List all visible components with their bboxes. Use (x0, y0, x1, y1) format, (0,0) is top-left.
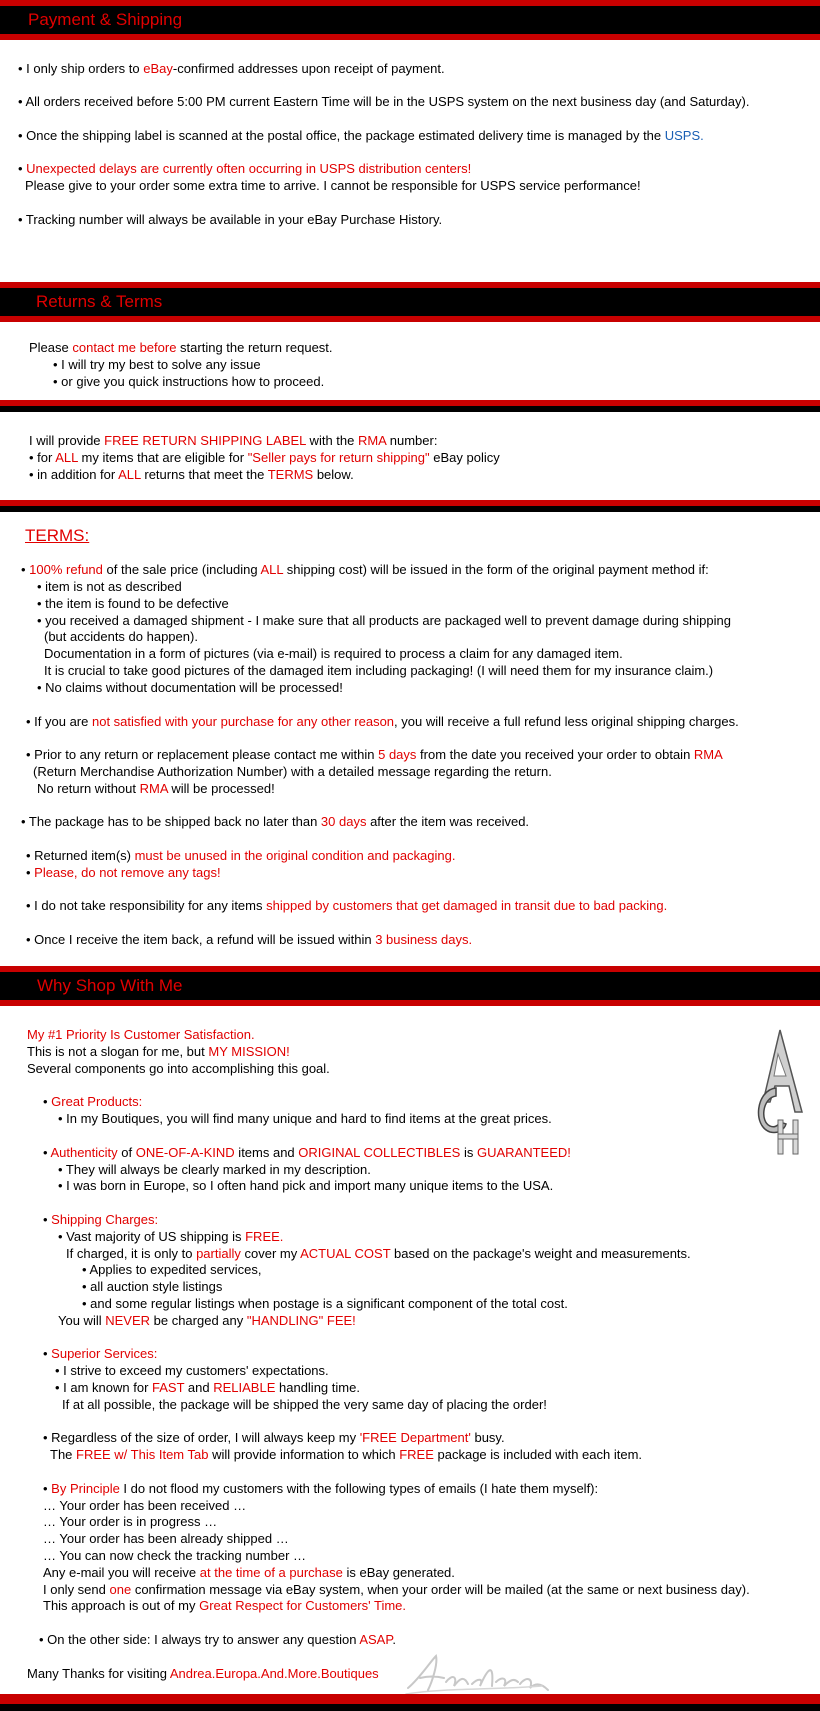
terms-line-5: (but accidents do happen). (44, 629, 198, 644)
payment-title: Payment & Shipping (28, 10, 183, 29)
returns-title: Returns & Terms (36, 292, 163, 311)
why-line-23: … Your order has been received … (43, 1498, 247, 1513)
why-line-2: This is not a slogan for me, but MY MISSION! (27, 1044, 290, 1059)
why-line-21: The FREE w/ This Item Tab will provide information to which FREE package is included with each item. (50, 1447, 643, 1462)
why-line-11: If charged, it is only to partially cover my ACTUAL COST based on the package's weight and measurements. (66, 1246, 691, 1261)
returns-line-3: • or give you quick instructions how to proceed. (53, 374, 325, 389)
why-line-31: Many Thanks for visiting Andrea.Europa.And.More.Boutiques (27, 1666, 379, 1681)
why-line-5: • In my Boutiques, you will find many unique and hard to find items at the great prices. (58, 1111, 552, 1126)
signature-icon (402, 1648, 552, 1698)
terms-line-1: • 100% refund of the sale price (including ALL shipping cost) will be issued in the form of the original payment method if: (21, 562, 709, 577)
returns-line-2: • I will try my best to solve any issue (53, 357, 261, 372)
terms-line-9: • If you are not satisfied with your purchase for any other reason, you will receive a full refund less original shipping charges. (26, 714, 739, 729)
why-line-19: If at all possible, the package will be shipped the very same day of placing the order! (62, 1397, 547, 1412)
payment-header-bar (0, 0, 820, 40)
terms-line-14: • Returned item(s) must be unused in the original condition and packaging. (26, 848, 456, 863)
why-line-10: • Vast majority of US shipping is FREE. (58, 1229, 284, 1244)
why-line-6: • Authenticity of ONE-OF-A-KIND items and ORIGINAL COLLECTIBLES is GUARANTEED! (43, 1145, 571, 1160)
payment-line-5: Please give to your order some extra time to arrive. I cannot be responsible for USPS service performance! (25, 178, 641, 193)
returns-divider (0, 400, 820, 412)
terms-line-3: • the item is found to be defective (37, 596, 229, 611)
why-header-bar (0, 966, 820, 1006)
terms-line-13: • The package has to be shipped back no later than 30 days after the item was received. (21, 814, 530, 829)
terms-line-11: (Return Merchandise Authorization Number) with a detailed message regarding the return. (33, 764, 552, 779)
terms-line-2: • item is not as described (37, 579, 182, 594)
why-line-17: • I strive to exceed my customers' expectations. (55, 1363, 329, 1378)
payment-line-1: • I only ship orders to eBay-confirmed addresses upon receipt of payment. (18, 61, 445, 76)
why-line-15: You will NEVER be charged any "HANDLING" FEE! (58, 1313, 356, 1328)
why-title: Why Shop With Me (37, 976, 183, 995)
returns-line-5: • for ALL my items that are eligible for "Seller pays for return shipping" eBay policy (29, 450, 500, 465)
why-line-1: My #1 Priority Is Customer Satisfaction. (27, 1027, 255, 1042)
payment-line-4: • Unexpected delays are currently often occurring in USPS distribution centers! (18, 161, 472, 176)
terms-line-4: • you received a damaged shipment - I make sure that all products are packaged well to prevent damage during shipping (37, 613, 731, 628)
why-line-22: • By Principle I do not flood my customers with the following types of emails (I hate them myself): (43, 1481, 599, 1496)
why-line-12: • Applies to expedited services, (82, 1262, 262, 1277)
why-line-29: This approach is out of my Great Respect for Customers' Time. (43, 1598, 407, 1613)
why-line-20: • Regardless of the size of order, I will always keep my 'FREE Department' busy. (43, 1430, 505, 1445)
why-line-9: • Shipping Charges: (43, 1212, 159, 1227)
why-line-13: • all auction style listings (82, 1279, 223, 1294)
terms-line-7: It is crucial to take good pictures of the damaged item including packaging! (I will need them for my insurance claim.) (44, 663, 714, 678)
returns-line-6: • in addition for ALL returns that meet the TERMS below. (29, 467, 354, 482)
terms-line-16: • I do not take responsibility for any items shipped by customers that get damaged in transit due to bad packing. (26, 898, 668, 913)
terms-heading: TERMS: (25, 526, 90, 545)
returns-header-bar (0, 282, 820, 322)
why-line-3: Several components go into accomplishing this goal. (27, 1061, 330, 1076)
payment-line-6: • Tracking number will always be available in your eBay Purchase History. (18, 212, 443, 227)
why-line-14: • and some regular listings when postage is a significant component of the total cost. (82, 1296, 568, 1311)
why-line-28: I only send one confirmation message via eBay system, when your order will be mailed (at the same or next business day). (43, 1582, 750, 1597)
ach-logo-icon (748, 1024, 810, 1160)
why-line-18: • I am known for FAST and RELIABLE handling time. (55, 1380, 360, 1395)
why-line-4: • Great Products: (43, 1094, 143, 1109)
bottom-divider (0, 1694, 820, 1711)
returns-line-4: I will provide FREE RETURN SHIPPING LABEL with the RMA number: (29, 433, 438, 448)
returns-line-1: Please contact me before starting the return request. (29, 340, 333, 355)
terms-line-6: Documentation in a form of pictures (via e-mail) is required to process a claim for any damaged item. (44, 646, 623, 661)
terms-divider (0, 500, 820, 512)
terms-line-17: • Once I receive the item back, a refund will be issued within 3 business days. (26, 932, 473, 947)
payment-line-2: • All orders received before 5:00 PM current Eastern Time will be in the USPS system on the next business day (and Saturday). (18, 94, 750, 109)
why-line-16: • Superior Services: (43, 1346, 158, 1361)
terms-line-10: • Prior to any return or replacement please contact me within 5 days from the date you received your order to obtain RMA (26, 747, 723, 762)
why-line-30: • On the other side: I always try to answer any question ASAP. (39, 1632, 396, 1647)
why-line-25: … Your order has been already shipped … (43, 1531, 289, 1546)
why-line-7: • They will always be clearly marked in my description. (58, 1162, 371, 1177)
terms-line-12: No return without RMA will be processed! (37, 781, 275, 796)
terms-line-8: • No claims without documentation will be processed! (37, 680, 343, 695)
why-line-27: Any e-mail you will receive at the time of a purchase is eBay generated. (43, 1565, 455, 1580)
terms-line-15: • Please, do not remove any tags! (26, 865, 221, 880)
why-line-26: … You can now check the tracking number … (43, 1548, 307, 1563)
payment-line-3: • Once the shipping label is scanned at the postal office, the package estimated delivery time is managed by the USPS. (18, 128, 704, 143)
why-line-24: … Your order is in progress … (43, 1514, 218, 1529)
why-line-8: • I was born in Europe, so I often hand pick and import many unique items to the USA. (58, 1178, 554, 1193)
